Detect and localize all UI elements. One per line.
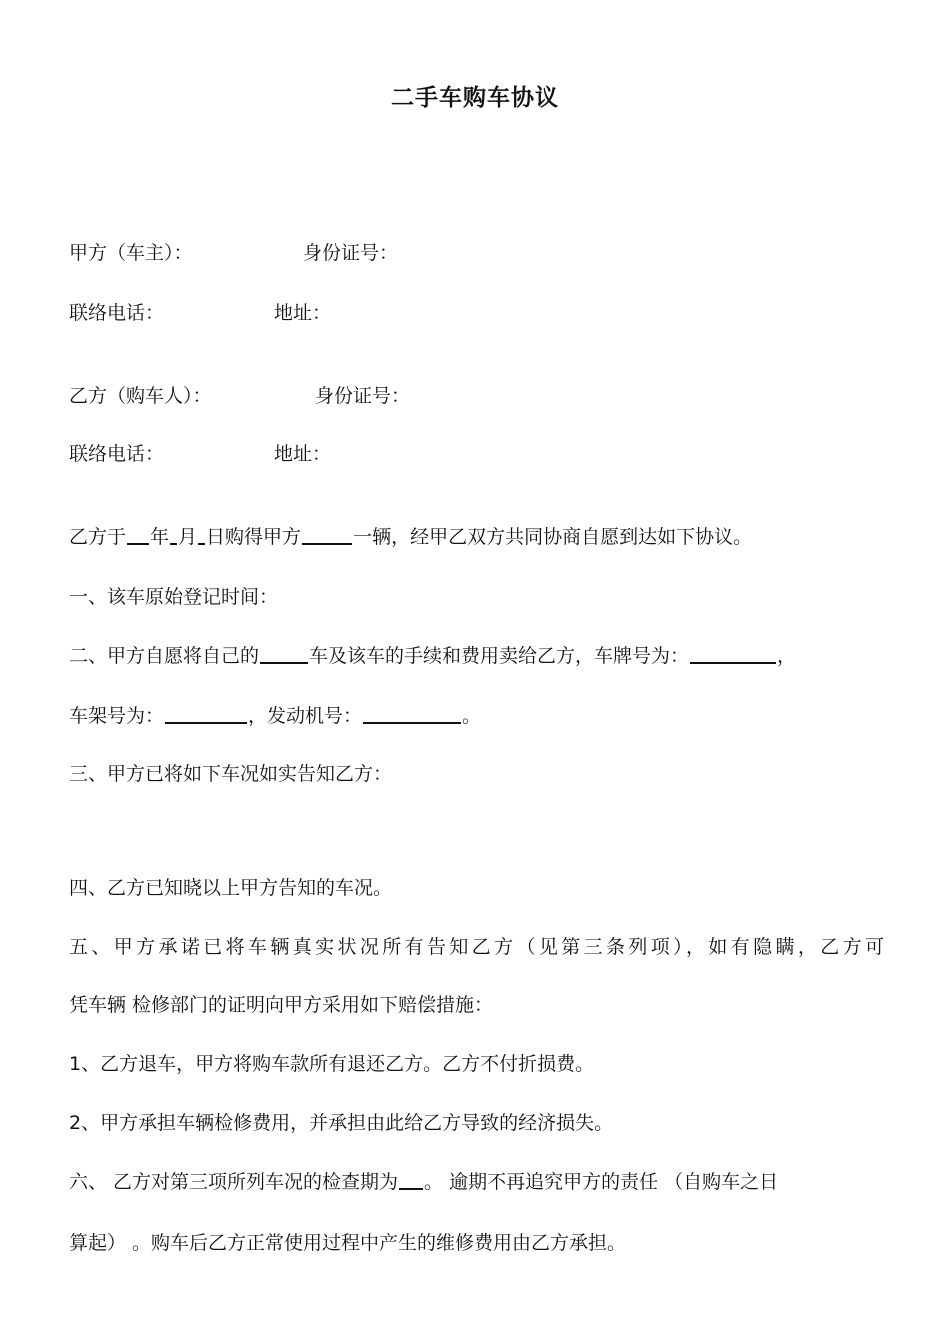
vehicle-blank[interactable] xyxy=(302,523,352,545)
intro-text-4: 日购得甲方 xyxy=(206,526,302,548)
clause-2-line-2 xyxy=(69,702,884,730)
intro-text-3: 月 xyxy=(178,526,198,548)
intro-text-1: 乙方于 xyxy=(69,526,127,548)
clause-3: 三、甲方已将如下车况如实告知乙方： xyxy=(69,763,393,785)
party-a-name-label: 甲方（车主）： xyxy=(69,242,193,264)
inspection-period-blank[interactable] xyxy=(399,1168,423,1190)
clause-2-text-5: ，发动机号： xyxy=(248,705,363,727)
clause-6-line-2: 算起） 。购车后乙方正常使用过程中产生的维修费用由乙方承担。 xyxy=(69,1232,627,1254)
clause-5-line-1: 五、甲方承诺已将车辆真实状况所有告知乙方（见第三条列项），如有隐瞒，乙方可 xyxy=(69,936,884,958)
clause-6-text-2: 。 逾期不再追究甲方的责任 （自购车之日 xyxy=(424,1171,779,1193)
intro-text-2: 年 xyxy=(150,526,170,548)
year-blank[interactable] xyxy=(127,523,149,545)
clause-4: 四、乙方已知晓以上甲方告知的车况。 xyxy=(69,877,393,899)
intro-text-5: 一辆，经甲乙双方共同协商自愿到达如下协议。 xyxy=(353,526,753,548)
party-a-id-label: 身份证号： xyxy=(303,242,399,264)
clause-2-text-4: 车架号为： xyxy=(69,705,165,727)
party-b-name-label: 乙方（购车人）： xyxy=(69,385,212,407)
clause-2-text-6: 。 xyxy=(462,705,482,727)
party-a-phone-label: 联络电话： xyxy=(69,302,165,324)
clause-2-text-2: 车及该车的手续和费用卖给乙方，车牌号为： xyxy=(309,645,690,667)
clause-6-text-1: 六、 乙方对第三项所列车况的检查期为 xyxy=(69,1171,399,1193)
clause-6-line-1 xyxy=(69,1168,884,1196)
clause-5-line-2: 凭车辆 检修部门的证明向甲方采用如下赔偿措施： xyxy=(69,994,494,1016)
page-title: 二手车购车协议 xyxy=(391,85,559,111)
brand-blank[interactable] xyxy=(260,642,308,664)
intro-paragraph xyxy=(69,523,884,551)
clause-1: 一、该车原始登记时间： xyxy=(69,586,279,608)
party-b-address-label: 地址： xyxy=(274,443,332,465)
vin-blank[interactable] xyxy=(165,702,247,724)
compensation-item-1: 1、乙方退车，甲方将购车款所有退还乙方。乙方不付折损费。 xyxy=(69,1053,595,1075)
month-blank[interactable] xyxy=(170,523,177,545)
compensation-item-2: 2、甲方承担车辆检修费用，并承担由此给乙方导致的经济损失。 xyxy=(69,1112,614,1134)
day-blank[interactable] xyxy=(198,523,205,545)
plate-number-blank[interactable] xyxy=(690,642,776,664)
party-b-phone-label: 联络电话： xyxy=(69,443,165,465)
engine-number-blank[interactable] xyxy=(363,702,461,724)
party-a-address-label: 地址： xyxy=(274,302,332,324)
party-b-id-label: 身份证号： xyxy=(315,385,411,407)
clause-2-line-1 xyxy=(69,642,884,670)
clause-2-text-1: 二、甲方自愿将自己的 xyxy=(69,645,260,667)
clause-2-text-3: ， xyxy=(777,645,797,667)
